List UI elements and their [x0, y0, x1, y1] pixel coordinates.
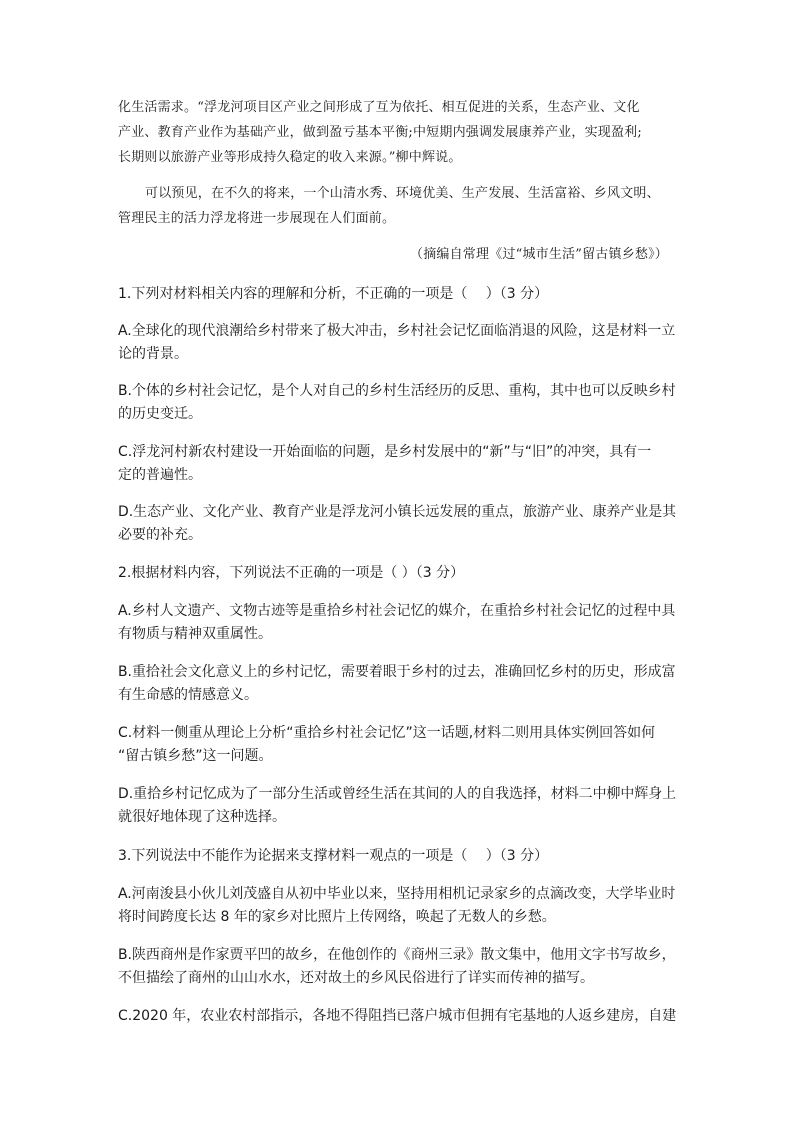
q1-option-d: 必要的补充。 — [118, 527, 202, 543]
passage-line: 可以预见，在不久的将来，一个山清水秀、环境优美、生产发展、生活富裕、乡风文明、 — [145, 186, 660, 201]
q2-option-b: B.重拾社会文化意义上的乡村记忆，需要着眼于乡村的过去，准确回忆乡村的历史，形成富 — [118, 664, 676, 680]
q1-option-c: C.浮龙河村新农村建设一开始面临的问题，是乡村发展中的“新”与“旧”的冲突，具有一 — [118, 444, 652, 460]
q3-option-c: C.2020 年，农业农村部指示，各地不得阻挡已落户城市但拥有宅基地的人返乡建房，自建 — [118, 1008, 677, 1024]
q1-option-d: D.生态产业、文化产业、教育产业是浮龙河小镇长远发展的重点，旅游产业、康养产业是其 — [118, 504, 677, 520]
q1-option-a: A.全球化的现代浪潮给乡村带来了极大冲击，乡村社会记忆面临消退的风险，这是材料一立 — [118, 323, 676, 339]
q2-option-b: 有生命感的情感意义。 — [118, 687, 258, 703]
passage-line: 长期则以旅游产业等形成持久稳定的收入来源。”柳中辉说。 — [118, 150, 462, 165]
q2-option-c: “留古镇乡愁”这一问题。 — [118, 748, 273, 764]
q1-option-b: 的历史变迁。 — [118, 406, 202, 422]
q3-option-b: 不但描绘了商州的山山水水，还对故土的乡风民俗进行了详实而传神的描写。 — [118, 970, 594, 986]
question-3-stem: 3.下列说法中不能作为论据来支撑材料一观点的一项是（ ）（3 分） — [118, 848, 549, 864]
q1-option-c: 定的普遍性。 — [118, 467, 202, 483]
q3-option-a: 将时间跨度长达 8 年的家乡对比照片上传网络，唤起了无数人的乡愁。 — [118, 909, 556, 925]
q3-option-a: A.河南浚县小伙儿刘茂盛自从初中毕业以来，坚持用相机记录家乡的点滴改变，大学毕业时 — [118, 886, 676, 902]
passage-line: 管理民主的活力浮龙将进一步展现在人们面前。 — [118, 211, 396, 226]
q3-option-b: B.陕西商州是作家贾平凹的故乡，在他创作的《商州三录》散文集中，他用文字书写故乡， — [118, 947, 676, 963]
question-1-stem: 1.下列对材料相关内容的理解和分析，不正确的一项是（ ）（3 分） — [118, 286, 549, 302]
source-citation: （摘编自常理《过“城市生活”留古镇乡愁》） — [410, 247, 668, 262]
q2-option-a: 有物质与精神双重属性。 — [118, 626, 272, 642]
q1-option-b: B.个体的乡村社会记忆，是个人对自己的乡村生活经历的反思、重构，其中也可以反映乡村 — [118, 383, 676, 399]
q2-option-a: A.乡村人文遗产、文物古迹等是重拾乡村社会记忆的媒介，在重拾乡村社会记忆的过程中具 — [118, 603, 676, 619]
question-2-stem: 2.根据材料内容，下列说法不正确的一项是（ ）（3 分） — [118, 565, 465, 581]
q2-option-d: D.重拾乡村记忆成为了一部分生活或曾经生活在其间的人的自我选择，材料二中柳中辉身上 — [118, 786, 677, 802]
passage-line: 化生活需求。“浮龙河项目区产业之间形成了互为依托、相互促进的关系，生态产业、文化 — [118, 100, 640, 115]
q1-option-a: 论的背景。 — [118, 346, 188, 362]
q2-option-c: C.材料一侧重从理论上分析“重拾乡村社会记忆”这一话题,材料二则用具体实例回答如何 — [118, 725, 656, 741]
passage-line: 产业、教育产业作为基础产业，做到盈亏基本平衡;中短期内强调发展康养产业，实现盈利; — [118, 125, 642, 140]
q2-option-d: 就很好地体现了这种选择。 — [118, 809, 286, 825]
